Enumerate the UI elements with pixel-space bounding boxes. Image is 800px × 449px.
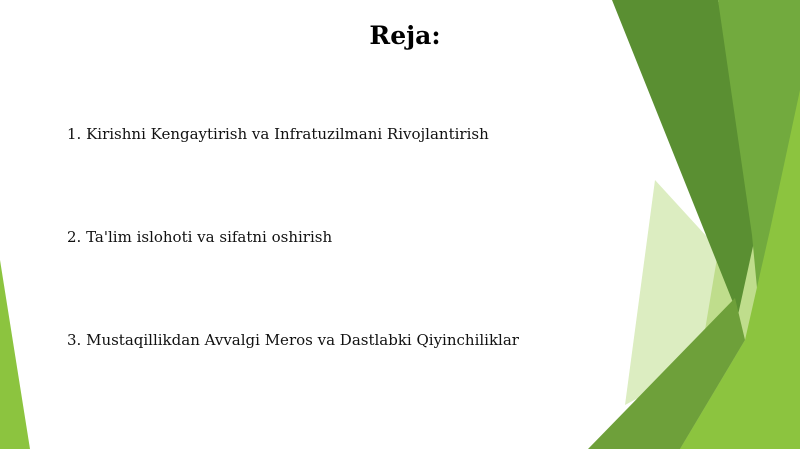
slide-title: Reja: [369, 21, 441, 50]
left-green-sliver [0, 260, 30, 449]
plan-item-3: 3. Mustaqillikdan Avvalgi Meros va Dastlabki Qiyinchiliklar [67, 331, 519, 349]
plan-item-2: 2. Ta'lim islohoti va sifatni oshirish [67, 228, 333, 246]
plan-item-1: 1. Kirishni Kengaytirish va Infratuzilmani Rivojlantirish [67, 125, 489, 143]
